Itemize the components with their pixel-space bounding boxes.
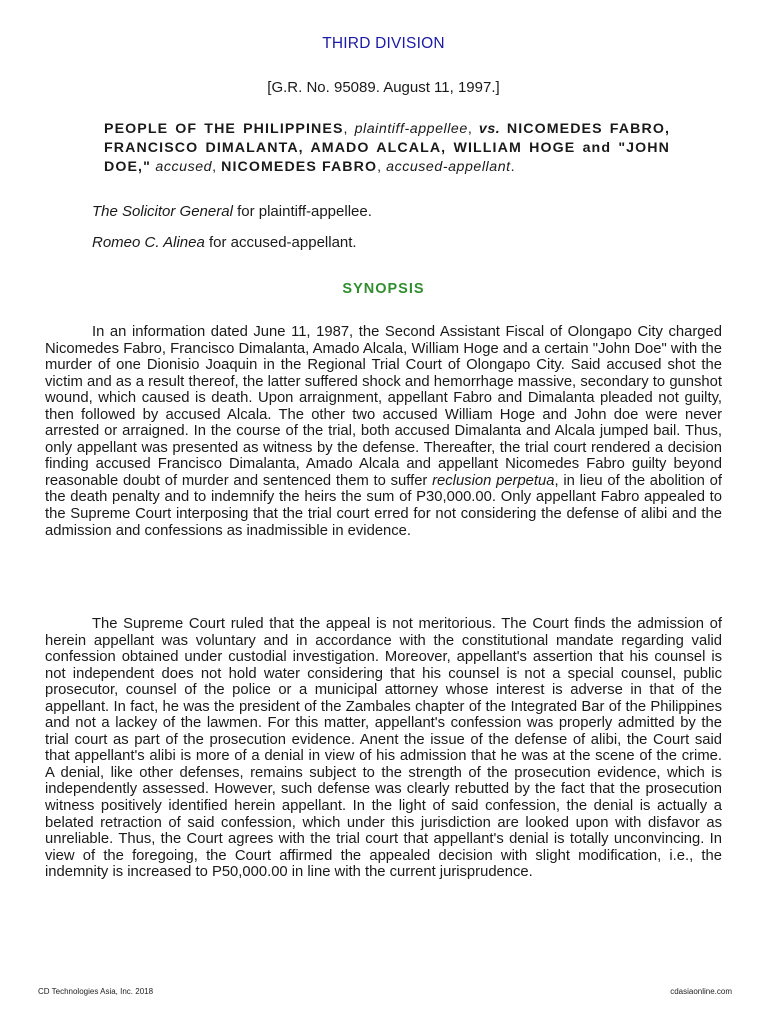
party-accused: NICOMEDES FABRO, FRANCISCO DIMALANTA, AMADO ALCALA, WILLIAM HOGE and "JOHN DOE,"	[104, 121, 671, 175]
counsel-name: Romeo C. Alinea	[92, 234, 205, 251]
party-plaintiff: PEOPLE OF THE PHILIPPINES	[104, 121, 344, 137]
caption-separator: ,	[467, 121, 479, 137]
counsel-role: for plaintiff-appellee.	[232, 203, 372, 220]
caption-separator: ,	[343, 121, 355, 137]
counsel-plaintiff	[92, 203, 372, 220]
case-caption	[104, 120, 670, 177]
role-accused: accused	[155, 159, 213, 175]
caption-separator	[500, 121, 507, 137]
paragraph-text: , in lieu of the abolition of the death penalty and to indemnify the heirs the sum of P30,000.00. Only appellant Fabro appealed to the Supreme Court interposing that the trial court erred for not considering the defense of alibi and the admission and confessions as inadmissible in evidence.	[45, 472, 723, 539]
caption-end: .	[510, 159, 516, 175]
counsel-role: for accused-appellant.	[204, 234, 357, 251]
role-plaintiff: plaintiff-appellee	[354, 121, 468, 137]
paragraph-text: In an information dated June 11, 1987, the Second Assistant Fiscal of Olongapo City charged Nicomedes Fabro, Francisco Dimalanta, Amado Alcala, William Hoge and a certain "John Doe" with the murder of one Dionisio Joaquin in the Regional Trial Court of Olongapo City. Said accused shot the victim and as a result thereof, the latter suffered shock and hemorrhage massive, secondary to gunshot wound, which caused is death. Upon arraignment, appellant Fabro and Dimalanta pleaded not guilty, then followed by accused Alcala. The other two accused William Hoge and John doe were never arrested or arraigned. In the course of the trial, both accused Dimalanta and Alcala jumped bail. Thus, only appellant was presented as witness by the defense. Thereafter, the trial court rendered a decision finding accused Francisco Dimalanta, Amado Alcala and appellant Nicomedes Fabro guilty beyond reasonable doubt of murder and sentenced them to suffer	[45, 324, 722, 489]
counsel-appellant	[92, 234, 357, 251]
division-heading: THIRD DIVISION	[322, 35, 445, 52]
footer-website: cdasiaonline.com	[670, 987, 732, 996]
caption-separator: ,	[212, 159, 222, 175]
synopsis-paragraph-1	[45, 324, 722, 539]
versus-label: vs.	[478, 121, 501, 137]
case-number: [G.R. No. 95089. August 11, 1997.]	[267, 79, 500, 96]
caption-separator: ,	[377, 159, 387, 175]
footer-publisher: CD Technologies Asia, Inc. 2018	[38, 987, 154, 996]
paragraph-italic-term: reclusion perpetua	[432, 472, 555, 489]
party-appellant: NICOMEDES FABRO	[221, 159, 378, 175]
synopsis-paragraph-2: The Supreme Court ruled that the appeal is not meritorious. The Court finds the admission of herein appellant was voluntary and in accordance with the constitutional mandate regarding valid confession obtained under custodial investigation. Moreover, appellant's assertion that his counsel is not independent does not hold water considering that his counsel is not a special counsel, public prosecutor, counsel of the police or a municipal attorney whose interest is adverse in that of the appellant. In fact, he was the president of the Zambales chapter of the Integrated Bar of the Philippines and not a lackey of the lawmen. For this matter, appellant's confession was properly admitted by the trial court as part of the prosecution evidence. Anent the issue of the defense of alibi, the Court said that appellant's alibi is more of a denial in view of his admission that he was at the scene of the crime. A denial, like other defenses, remains subject to the strength of the prosecution evidence, which is independently assessed. However, such defense was clearly rebutted by the fact that the prosecution witness positively identified herein appellant. In the light of said confession, the denial is actually a belated retraction of said confession, which under this jurisdiction are looked upon with disfavor as unreliable. Thus, the Court agrees with the trial court that appellant's denial is totally unconvincing. In view of the foregoing, the Court affirmed the appealed decision with slight modification, i.e., the indemnity is increased to P50,000.00 in line with the current jurisprudence.	[45, 616, 722, 881]
synopsis-heading: SYNOPSIS	[342, 281, 425, 297]
counsel-name: The Solicitor General	[92, 203, 233, 220]
role-appellant: accused-appellant	[386, 159, 511, 175]
